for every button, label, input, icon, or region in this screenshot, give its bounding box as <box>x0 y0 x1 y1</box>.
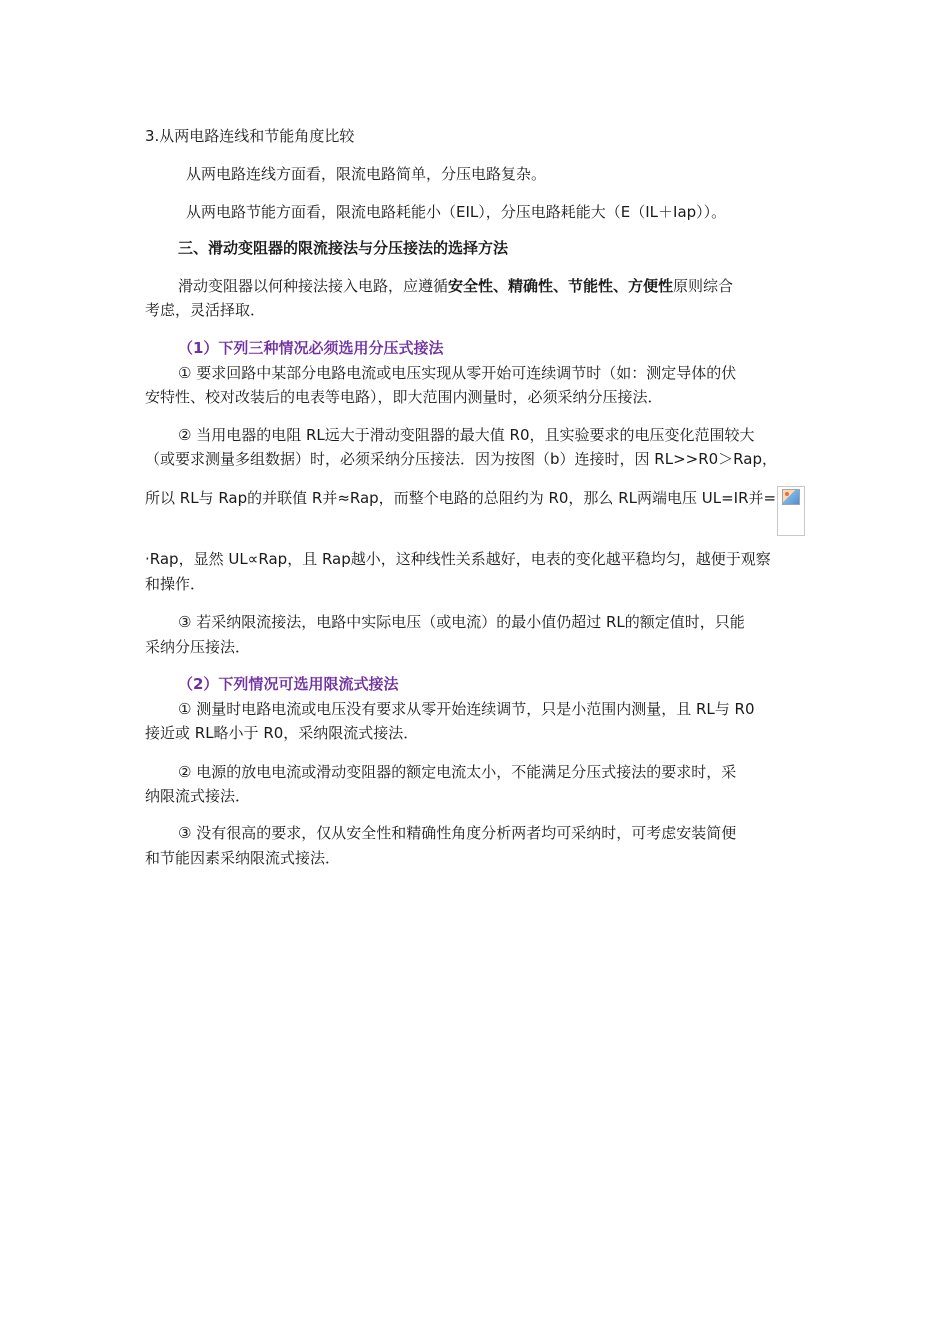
part1-item2-line1: ② 当用电器的电阻 RL远大于滑动变阻器的最大值 R0，且实验要求的电压变化范围较大 <box>178 426 755 444</box>
part1-item2-line3 <box>145 486 810 536</box>
part2-item2-line1: ② 电源的放电电流或滑动变阻器的额定电流太小，不能满足分压式接法的要求时，采 <box>178 763 737 781</box>
part1-item2-line2: （或要求测量多组数据）时，必须采纳分压接法．因为按图（b）连接时，因 RL>>R0＞Rap， <box>145 450 777 468</box>
formula-text: 所以 RL与 Rap的并联值 R并≈Rap，而整个电路的总阻约为 R0，那么 RL两端电压 UL=IR并= <box>145 489 777 507</box>
part2-heading: （2）下列情况可选用限流式接法 <box>178 675 399 693</box>
part2-item3-line1: ③ 没有很高的要求，仅从安全性和精确性角度分析两者均可采纳时，可考虑安装简便 <box>178 824 737 842</box>
part2-item3-line2: 和节能因素采纳限流式接法． <box>145 849 341 867</box>
part2-item1-line2: 接近或 RL略小于 R0，采纳限流式接法． <box>145 724 419 742</box>
part1-item2-line5: 和操作． <box>145 575 206 593</box>
section3-title: 3.从两电路连线和节能角度比较 <box>145 127 355 145</box>
section3-paragraph-energy: 从两电路节能方面看，限流电路耗能小（EIL），分压电路耗能大（E（IL＋Iap））。 <box>186 203 727 221</box>
section3-paragraph-wiring: 从两电路连线方面看，限流电路简单，分压电路复杂。 <box>186 165 547 183</box>
section-three-heading: 三、滑动变阻器的限流接法与分压接法的选择方法 <box>178 239 509 257</box>
intro-text-b: 原则综合 <box>673 277 734 295</box>
intro-paragraph-line2: 考虑，灵活择取． <box>145 301 266 319</box>
intro-text-a: 滑动变阻器以何种接法接入电路，应遵循 <box>178 277 449 295</box>
part1-item2-line4: ·Rap，显然 UL∝Rap，且 Rap越小，这种线性关系越好，电表的变化越平稳均匀，越便于观察 <box>145 550 771 568</box>
part1-item3-line1: ③ 若采纳限流接法，电路中实际电压（或电流）的最小值仍超过 RL的额定值时，只能 <box>178 613 745 631</box>
part1-item1-line1: ① 要求回路中某部分电路电流或电压实现从零开始可连续调节时（如：测定导体的伏 <box>178 364 737 382</box>
part1-item3-line2: 采纳分压接法． <box>145 638 251 656</box>
part2-item1-line1: ① 测量时电路电流或电压没有要求从零开始连续调节，只是小范围内测量，且 RL与 R0 <box>178 700 755 718</box>
part1-item1-line2: 安特性、校对改装后的电表等电路），即大范围内测量时，必须采纳分压接法． <box>145 388 663 406</box>
part1-heading: （1）下列三种情况必须选用分压式接法 <box>178 339 444 357</box>
intro-paragraph-line1 <box>178 274 843 299</box>
broken-image-icon <box>777 486 805 536</box>
part2-item2-line2: 纳限流式接法． <box>145 787 251 805</box>
image-placeholder-icon <box>782 489 800 505</box>
intro-principles: 安全性、精确性、节能性、方便性 <box>448 277 674 295</box>
